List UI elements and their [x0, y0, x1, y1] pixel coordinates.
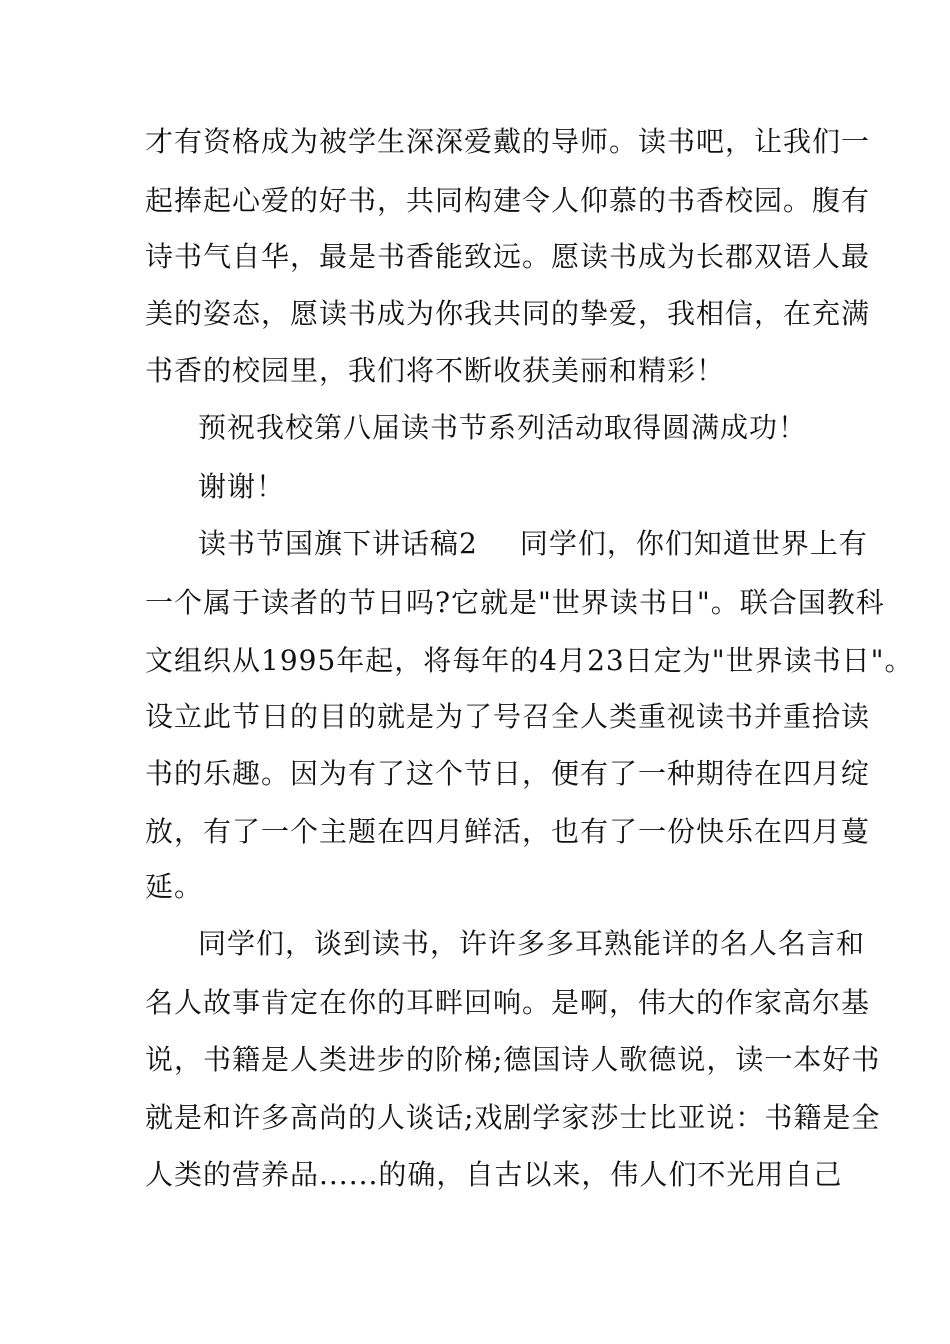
text-line: 一个属于读者的节日吗?它就是"世界读书日"。联合国教科 — [145, 586, 885, 619]
text-line: 文组织从1995年起，将每年的4月23日定为"世界读书日"。 — [145, 644, 914, 677]
text-line: 同学们，谈到读书，许许多多耳熟能详的名人名言和 — [198, 927, 866, 960]
text-line: 设立此节日的目的就是为了号召全人类重视读书并重拾读 — [145, 700, 871, 733]
text-line: 书的乐趣。因为有了这个节日，便有了一种期待在四月绽 — [145, 757, 871, 790]
text-line: 延。 — [145, 870, 204, 903]
section-title: 读书节国旗下讲话稿2 — [198, 527, 478, 560]
text-line: 放，有了一个主题在四月鲜活，也有了一份快乐在四月蔓 — [145, 815, 871, 848]
text-line: 名人故事肯定在你的耳畔回响。是啊，伟大的作家高尔基 — [145, 986, 871, 1019]
section-first-text: 同学们，你们知道世界上有 — [519, 527, 868, 560]
text-line: 起捧起心爱的好书，共同构建令人仰慕的书香校园。腹有 — [145, 184, 871, 217]
text-line: 人类的营养品......的确，自古以来，伟人们不光用自己 — [145, 1158, 843, 1191]
text-line: 预祝我校第八届读书节系列活动取得圆满成功！ — [198, 411, 808, 444]
text-line: 谢谢！ — [198, 470, 286, 503]
text-line: 才有资格成为被学生深深爱戴的导师。读书吧，让我们一 — [145, 125, 871, 158]
text-line: 说，书籍是人类进步的阶梯;德国诗人歌德说，读一本好书 — [145, 1043, 881, 1076]
text-line: 美的姿态，愿读书成为你我共同的挚爱，我相信，在充满 — [145, 297, 871, 330]
text-line: 书香的校园里，我们将不断收获美丽和精彩！ — [145, 354, 726, 387]
section-heading-line — [198, 526, 868, 562]
text-line: 诗书气自华，最是书香能致远。愿读书成为长郡双语人最 — [145, 240, 871, 273]
text-line: 就是和许多高尚的人谈话;戏剧学家莎士比亚说：书籍是全 — [145, 1101, 881, 1134]
